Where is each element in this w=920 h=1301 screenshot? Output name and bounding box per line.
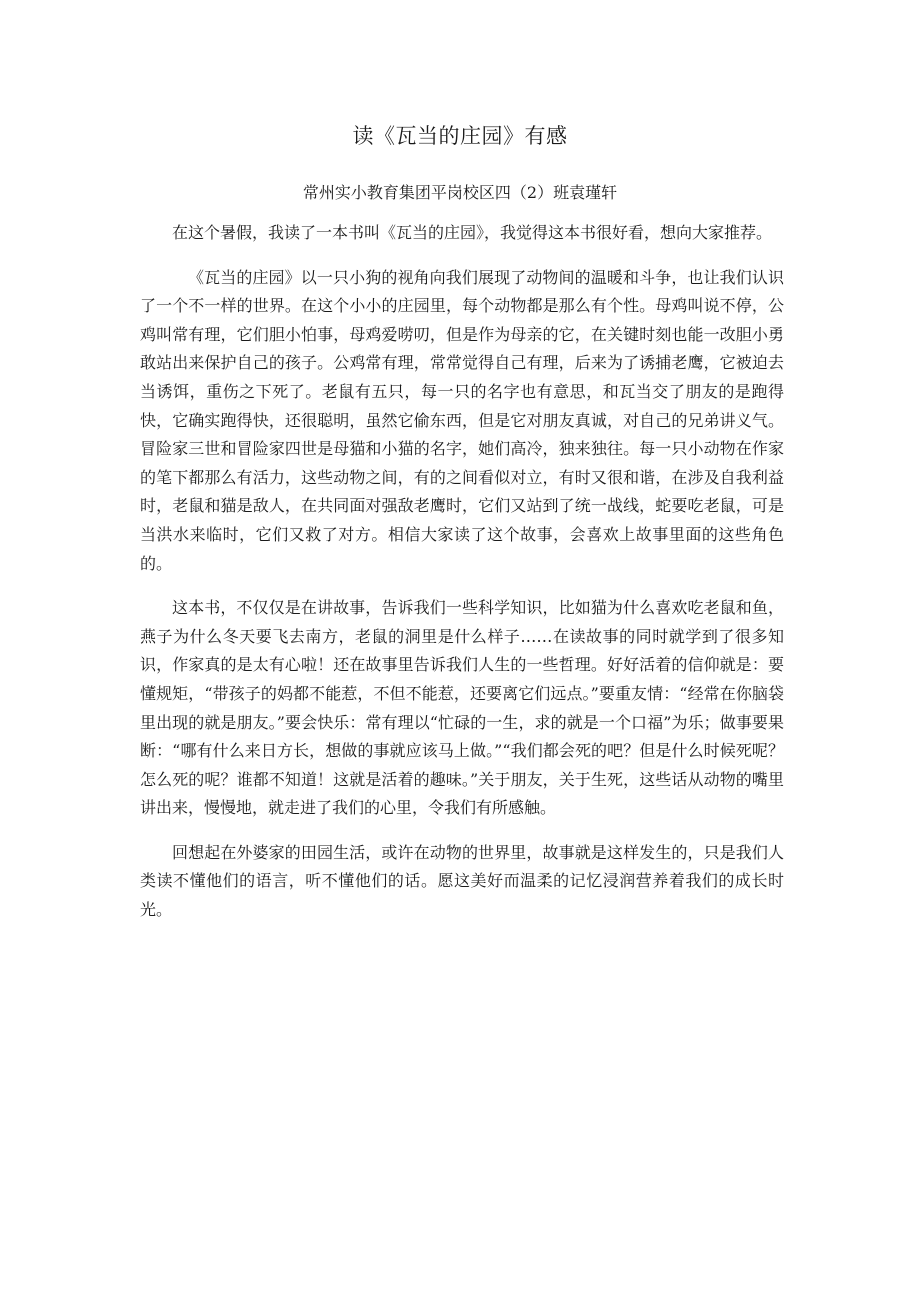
- paragraph-3: 这本书，不仅仅是在讲故事，告诉我们一些科学知识，比如猫为什么喜欢吃老鼠和鱼，燕子为什么冬天要飞去南方，老鼠的洞里是什么样子……在读故事的同时就学到了很多知识，作家真的是太有心啦！还在故事里告诉我们人生的一些哲理。好好活着的信仰就是：要懂规矩，“带孩子的妈都不能惹，不但不能惹，还要离它们远点。”要重友情：“经常在你脑袋里出现的就是朋友。”要会快乐：常有理以“忙碌的一生，求的就是一个口福”为乐；做事要果断：“哪有什么来日方长，想做的事就应该马上做。”“我们都会死的吧？但是什么时候死呢？怎么死的呢？谁都不知道！这就是活着的趣味。”关于朋友，关于生死，这些话从动物的嘴里讲出来，慢慢地，就走进了我们的心里，令我们有所感触。: [140, 598, 784, 818]
- paragraph-2: 《瓦当的庄园》以一只小狗的视角向我们展现了动物间的温暖和斗争，也让我们认识了一个不一样的世界。在这个小小的庄园里，每个动物都是那么有个性。母鸡叫说不停，公鸡叫常有理，它们胆小怕事，母鸡爱唠叨，但是作为母亲的它，在关键时刻也能一改胆小勇敢站出来保护自己的孩子。公鸡常有理，常常觉得自己有理，后来为了诱捕老鹰，它被迫去当诱饵，重伤之下死了。老鼠有五只，每一只的名字也有意思，和瓦当交了朋友的是跑得快，它确实跑得快，还很聪明，虽然它偷东西，但是它对朋友真诚，对自己的兄弟讲义气。冒险家三世和冒险家四世是母猫和小猫的名字，她们高冷，独来独往。每一只小动物在作家的笔下都那么有活力，这些动物之间，有的之间看似对立，有时又很和谐，在涉及自我利益时，老鼠和猫是敌人，在共同面对强敌老鹰时，它们又站到了统一战线，蛇要吃老鼠，可是当洪水来临时，它们又救了对方。相信大家读了这个故事，会喜欢上故事里面的这些角色的。: [140, 267, 784, 573]
- document-body: [140, 219, 784, 941]
- paragraph-1: 在这个暑假，我读了一本书叫《瓦当的庄园》，我觉得这本书很好看，想向大家推荐。: [172, 223, 773, 242]
- paragraph-4: 回想起在外婆家的田园生活，或许在动物的世界里，故事就是这样发生的，只是我们人类读不懂他们的语言，听不懂他们的话。愿这美好而温柔的记忆浸润营养着我们的成长时光。: [140, 842, 784, 920]
- author-line: 常州实小教育集团平岗校区四（2）班袁瑾轩: [302, 183, 618, 202]
- document-title: 读《瓦当的庄园》有感: [352, 124, 568, 148]
